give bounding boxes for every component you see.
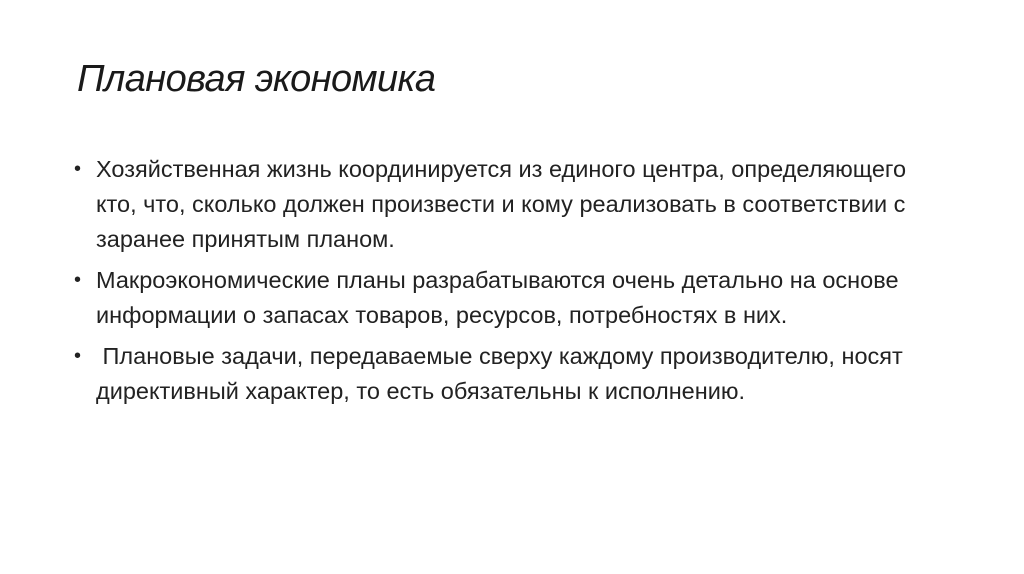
bullet-text: Плановые задачи, передаваемые сверху каждому производителю, носят директивный характер, то есть обязательны к исполнению. bbox=[96, 343, 910, 404]
bullet-item bbox=[72, 152, 952, 257]
bullet-item bbox=[72, 339, 952, 409]
bullet-list bbox=[72, 152, 952, 415]
bullet-marker: • bbox=[74, 158, 82, 180]
bullet-marker: • bbox=[74, 345, 82, 367]
slide-title: Плановая экономика bbox=[77, 58, 436, 100]
bullet-text: Макроэкономические планы разрабатываются очень детально на основе информации о запасах товаров, ресурсов, потребностях в них. bbox=[96, 267, 899, 328]
bullet-marker: • bbox=[74, 269, 82, 291]
bullet-text: Хозяйственная жизнь координируется из единого центра, определяющего кто, что, сколько должен произвести и кому реализовать в соответствии с заранее принятым планом. bbox=[96, 156, 907, 252]
bullet-item bbox=[72, 263, 952, 333]
